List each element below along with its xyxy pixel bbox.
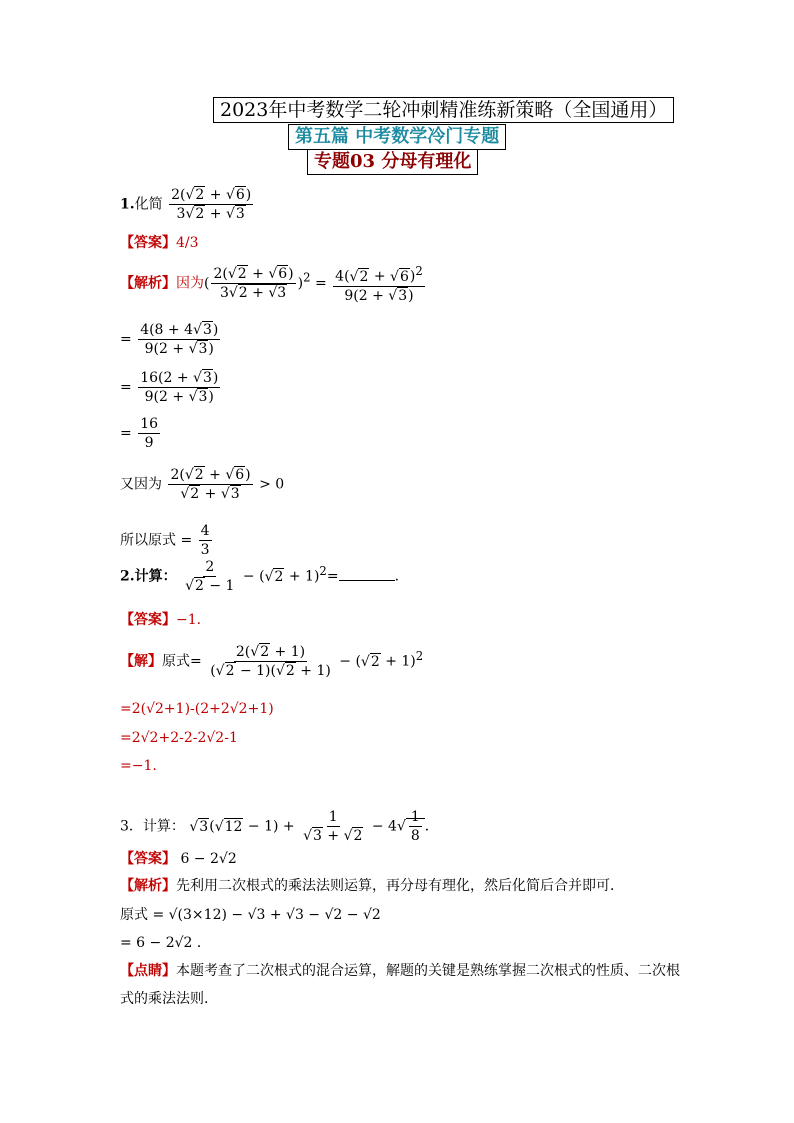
q2-step3: =−1. [120,758,157,774]
q3-answer: 【答案】 6 − 2√2 [120,851,237,867]
doc-title: 2023年中考数学二轮冲刺精准练新策略（全国通用） [213,97,674,123]
q1-expression: $\frac{2(√2 + √6)}{3√2 + √3}$ [171,187,252,222]
q2-answer: 【答案】−1. [120,612,202,628]
q2-answer-blank [339,566,395,581]
q1-prompt: 1.化简 $\frac{2(√2 + √6)}{3√2 + √3}$ [120,187,252,222]
q1-step3: = $\frac{16}{9}$ [120,416,159,451]
q3-step2: = 6 − 2√2 ． [120,935,211,951]
q3-prompt: 3．计算： √3(√12 − 1) + $\frac{1}{√3 + √2}$ − 4√ $\frac{1}{8}$ ． [120,809,439,844]
q1-conclusion: 所以原式 = $\frac{4}{3}$ [120,523,210,558]
q2-step2: =2√2+2-2-2√2-1 [120,730,238,746]
q1-analysis: 【解析】因为( $\frac{2(√2 + √6)}{3√2 + √3}$ )$^2$ = $\frac{4(√2 + √6)^2}{9(2 + √3)}$ [120,264,423,304]
q2-step1: =2(√2+1)-(2+2√2+1) [120,701,274,717]
q2-prompt: 2.计算： $\frac{2}{√2 - 1}$ − $(√2 + 1)^2=$ . [120,559,400,594]
q2-solution: 【解】原式= $\frac{2(√2 + 1)}{(√2 - 1)(√2 + 1)}$ − $(√2 + 1)^2$ [120,644,424,679]
q1-answer: 【答案】4/3 [120,235,199,251]
q3-analysis: 【解析】先利用二次根式的乘法法则运算，再分母有理化，然后化简后合并即可． [120,878,624,894]
q1-step2: = $\frac{16(2 + √3)}{9(2 + √3)}$ [120,370,219,405]
part-title: 第五篇 中考数学冷门专题 [288,124,506,150]
q1-step1: = $\frac{4(8 + 4√3)}{9(2 + √3)}$ [120,322,219,357]
q3-step1: 原式 = √(3×12) − √3 + √3 − √2 − √2 [120,907,381,923]
topic-title: 专题03 分母有理化 [307,149,478,175]
q1-positive: 又因为 $\frac{2(√2 + √6)}{√2 + √3}$ > 0 [120,467,285,502]
q3-comment: 【点睛】本题考查了二次根式的混合运算，解题的关键是熟练掌握二次根式的性质、二次根式的乘法法则． [120,963,680,1007]
